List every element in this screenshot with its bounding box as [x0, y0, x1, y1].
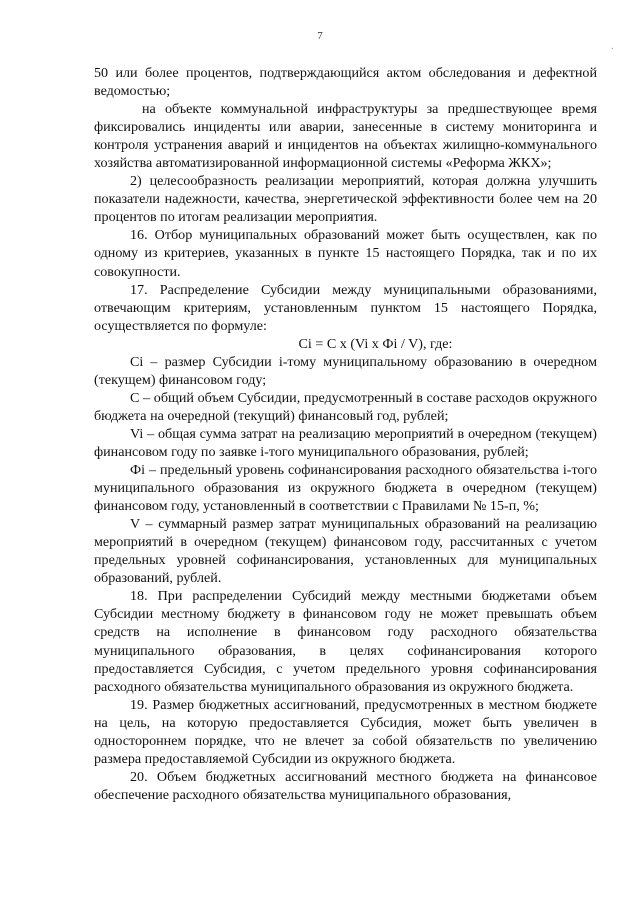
paragraph: C – общий объем Субсидии, предусмотренный в составе расходов окружного бюджета на очередной (текущий) финансовый год, рублей;	[94, 389, 597, 424]
formula: Ci = C x (Vi x Фi / V), где:	[298, 335, 453, 352]
paragraph: Фi – предельный уровень софинансирования расходного обязательства i-того муниципального образования из окружного бюджета в очередном (текущем) финансовом году, установленный в соответствии с Правилами № 15-п, %;	[94, 462, 597, 515]
paragraph: Vi – общая сумма затрат на реализацию мероприятий в очередном (текущем) финансовом году по заявке i-того муниципального образования, рублей;	[94, 425, 597, 460]
paragraph: 20. Объем бюджетных ассигнований местного бюджета на финансовое обеспечение расходного обязательства муниципального образования,	[94, 768, 597, 803]
paragraph: V – суммарный размер затрат муниципальных образований на реализацию мероприятий в очередном (текущем) финансовом году, рассчитанных с учетом предельных уровней софинансирования, установленных для муниципальных образований, рублей.	[94, 516, 597, 587]
paragraph: 16. Отбор муниципальных образований может быть осуществлен, как по одному из критериев, указанных в пункте 15 настоящего Порядка, так и по их совокупности.	[94, 227, 597, 280]
paragraph: 19. Размер бюджетных ассигнований, предусмотренных в местном бюджете на цель, на которую предоставляется Субсидия, может быть увеличен в одностороннем порядке, что не влечет за собой обязательств по увеличению размера предоставляемой Субсидии из окружного бюджета.	[94, 696, 597, 767]
paragraph: 2) целесообразность реализации мероприятий, которая должна улучшить показатели надежности, качества, энергетической эффективности более чем на 20 процентов по итогам реализации мероприятия.	[94, 173, 597, 226]
document-body	[94, 64, 597, 804]
scan-mark: ·	[610, 44, 614, 55]
paragraph: на объекте коммунальной инфраструктуры за предшествующее время фиксировались инциденты или аварии, занесенные в систему мониторинга и контроля устранения аварий и инцидентов на объектах жилищно-коммунального хозяйства автоматизированной информационной системы «Реформа ЖКХ»;	[94, 101, 597, 172]
page-number: 7	[317, 30, 323, 42]
paragraph: 18. При распределении Субсидий между местными бюджетами объем Субсидии местному бюджету в финансовом году не может превышать объем средств на исполнение в финансовом году расходного обязательства муниципального образования, в целях софинансирования которого предоставляется Субсидия, с учетом предельного уровня софинансирования расходного обязательства муниципального образования из окружного бюджета.	[94, 588, 597, 695]
paragraph: 50 или более процентов, подтверждающийся актом обследования и дефектной ведомостью;	[94, 65, 597, 100]
paragraph: Ci – размер Субсидии i-тому муниципальному образованию в очередном (текущем) финансовом году;	[94, 353, 597, 388]
paragraph: 17. Распределение Субсидии между муниципальными образованиями, отвечающим критериям, установленным пунктом 15 настоящего Порядка, осуществляется по формуле:	[94, 281, 597, 334]
